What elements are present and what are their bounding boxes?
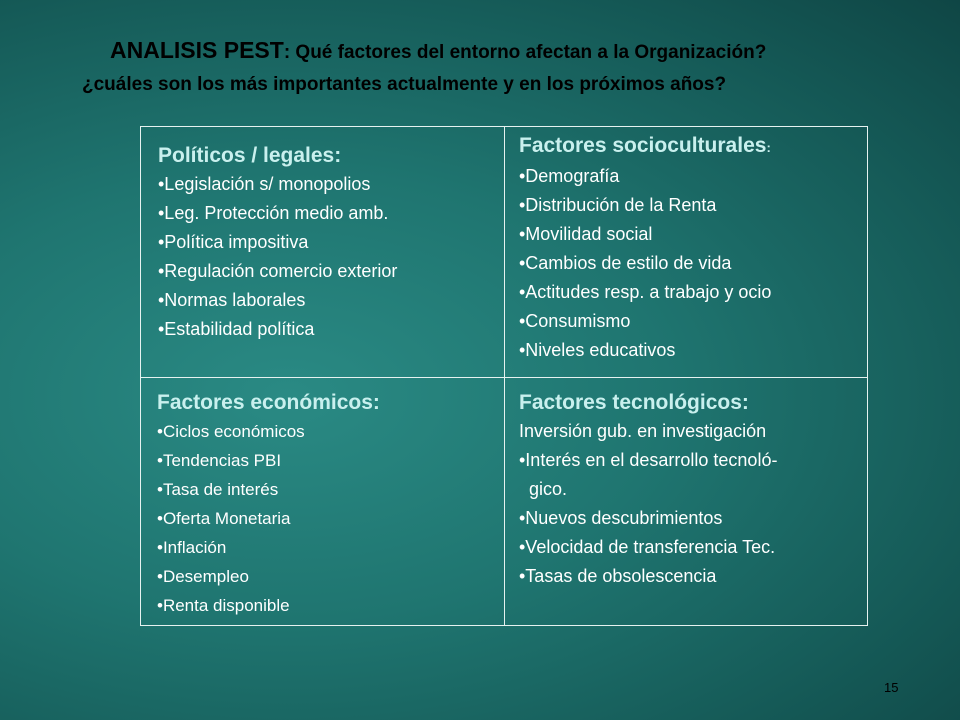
quadrant-heading: Políticos / legales: (158, 144, 342, 167)
list-item: •Tasa de interés (157, 480, 279, 499)
quadrant-tecnologicos (519, 389, 777, 591)
page-number: 15 (884, 680, 899, 695)
list-item: •Movilidad social (519, 224, 653, 244)
quadrant-heading: Factores tecnológicos: (519, 391, 749, 414)
list-item: •Normas laborales (158, 290, 306, 310)
list-item: •Oferta Monetaria (157, 509, 291, 528)
factor-list (157, 417, 380, 620)
list-item: •Legislación s/ monopolios (158, 174, 371, 194)
list-item: •Tasas de obsolescencia (519, 566, 717, 586)
slide-title (60, 34, 940, 101)
title-line-1 (60, 34, 940, 69)
list-item: •Cambios de estilo de vida (519, 253, 732, 273)
list-item: •Regulación comercio exterior (158, 261, 398, 281)
grid-divider-horizontal (141, 377, 867, 378)
list-item: •Demografía (519, 166, 620, 186)
list-item: •Ciclos económicos (157, 422, 305, 441)
list-item: •Tendencias PBI (157, 451, 282, 470)
list-item: gico. (519, 479, 568, 499)
list-item: •Inflación (157, 538, 227, 557)
heading-text: Factores socioculturales (519, 134, 767, 157)
title-question: : Qué factores del entorno afectan a la Organización? (283, 42, 767, 63)
quadrant-economicos (157, 389, 380, 620)
list-item: •Renta disponible (157, 596, 290, 615)
factor-list (158, 170, 397, 344)
list-item: •Desempleo (157, 567, 249, 586)
grid-divider-vertical (504, 127, 505, 625)
title-line-2: ¿cuáles son los más importantes actualmente y en los próximos años? (82, 74, 727, 95)
list-item: •Distribución de la Renta (519, 195, 717, 215)
quadrant-socioculturales (519, 132, 771, 365)
quadrant-heading (519, 132, 771, 162)
list-item: •Actitudes resp. a trabajo y ocio (519, 282, 772, 302)
factor-list (519, 162, 771, 365)
heading-colon: : (766, 140, 771, 155)
list-item: •Niveles educativos (519, 340, 676, 360)
list-item: •Interés en el desarrollo tecnoló- (519, 450, 778, 470)
list-item: Inversión gub. en investigación (519, 421, 767, 441)
list-item: •Leg. Protección medio amb. (158, 203, 389, 223)
quadrant-politicos (158, 142, 397, 344)
factor-list (519, 417, 777, 591)
list-item: •Nuevos descubrimientos (519, 508, 723, 528)
pest-grid (140, 126, 868, 626)
list-item: •Estabilidad política (158, 319, 315, 339)
list-item: •Consumismo (519, 311, 631, 331)
list-item: •Velocidad de transferencia Tec. (519, 537, 776, 557)
quadrant-heading: Factores económicos: (157, 391, 380, 414)
title-main: ANALISIS PEST (110, 37, 284, 63)
list-item: •Política impositiva (158, 232, 309, 252)
